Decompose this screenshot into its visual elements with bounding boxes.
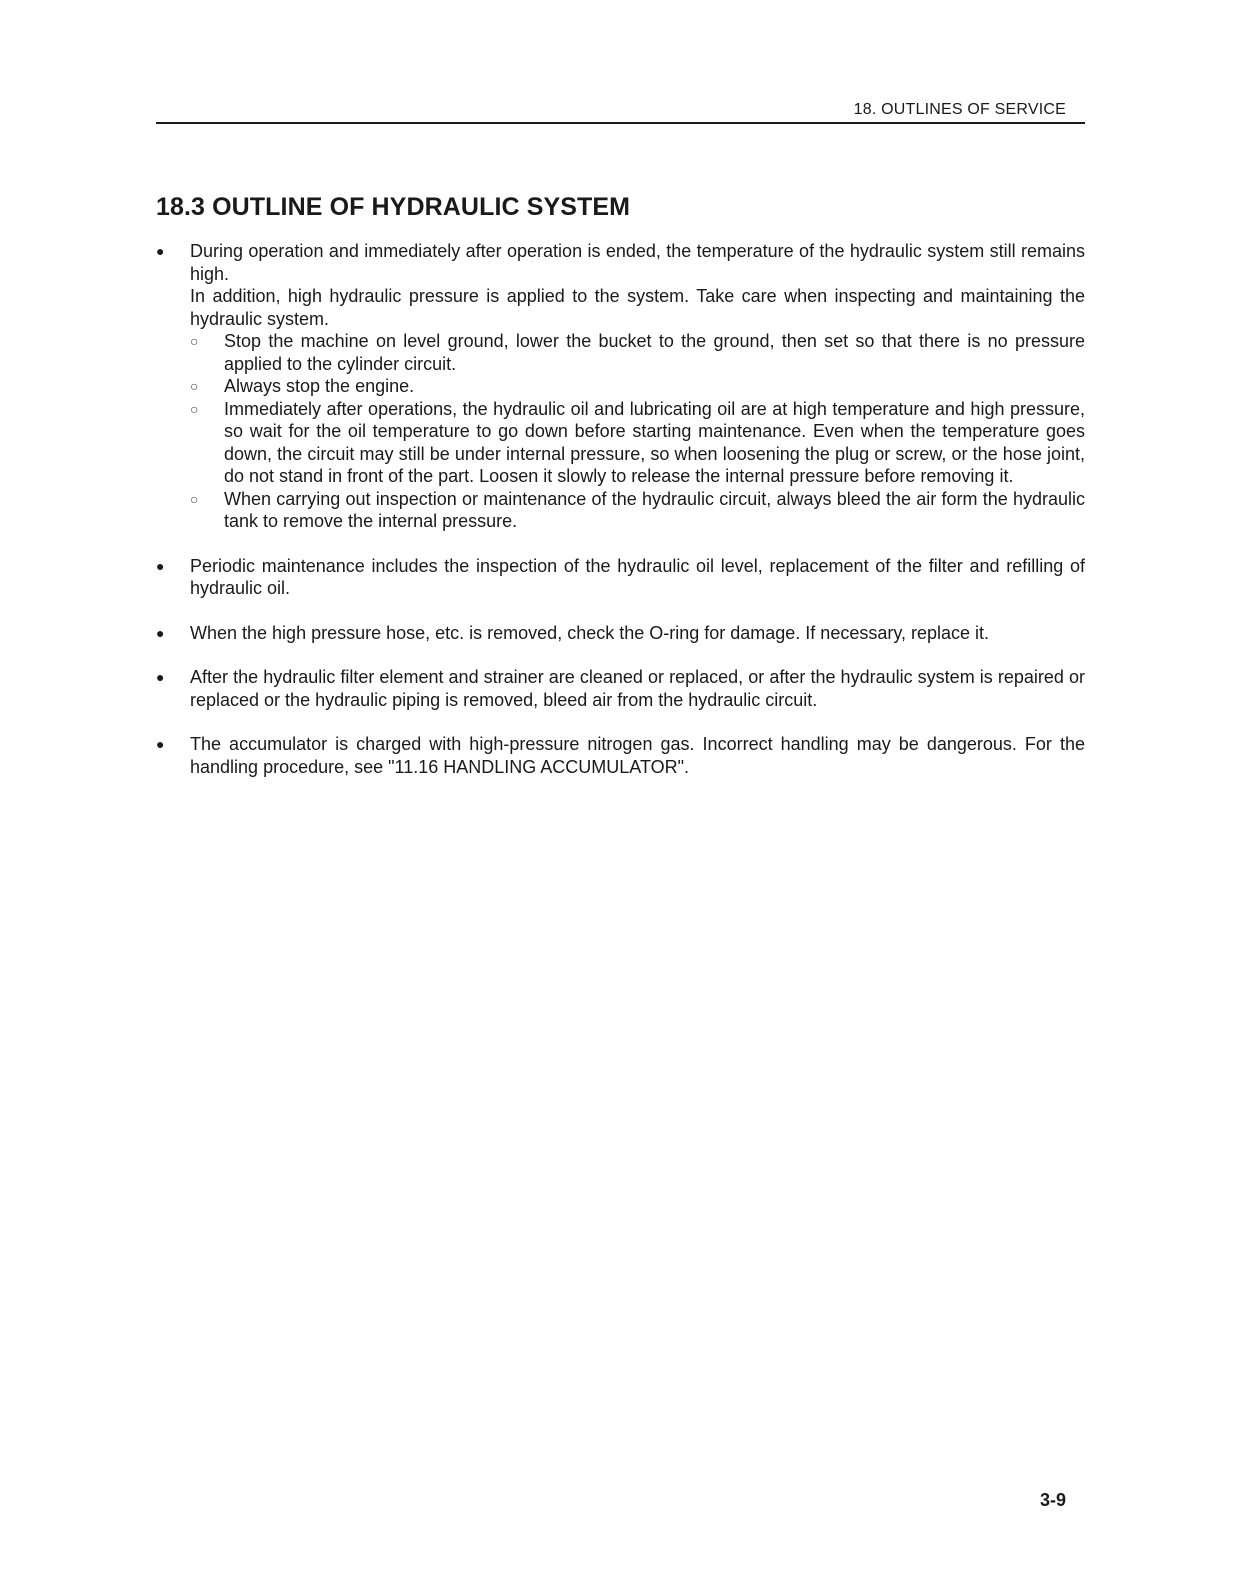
bullet-paragraph: The accumulator is charged with high-pressure nitrogen gas. Incorrect handling may be dangerous. For the handling procedure, see "11.16 HANDLING ACCUMULATOR". <box>190 734 1085 777</box>
sub-bullet-item <box>190 488 1085 533</box>
bullet-icon: ● <box>156 243 165 259</box>
bullet-item <box>156 555 1085 600</box>
sub-bullet-text: Stop the machine on level ground, lower the bucket to the ground, then set so that there is no pressure applied to the cylinder circuit. <box>224 331 1085 374</box>
sub-bullet-text: Always stop the engine. <box>224 376 415 396</box>
bullet-paragraph: During operation and immediately after operation is ended, the temperature of the hydraulic system still remains high. <box>190 241 1085 284</box>
bullet-item <box>156 240 1085 533</box>
bullet-paragraph: After the hydraulic filter element and strainer are cleaned or replaced, or after the hydraulic system is repaired or replaced or the hydraulic piping is removed, bleed air from the hydraulic circuit. <box>190 667 1085 710</box>
running-header: 18. OUTLINES OF SERVICE <box>853 101 1066 118</box>
bullet-item <box>156 622 1085 645</box>
bullet-icon: ● <box>156 557 165 574</box>
sub-bullet-item <box>190 375 1085 398</box>
sub-bullet-item <box>190 330 1085 375</box>
bullet-item <box>156 733 1085 778</box>
bullet-paragraph: In addition, high hydraulic pressure is applied to the system. Take care when inspecting and maintaining the hydraulic system. <box>190 286 1085 329</box>
bullet-icon: ● <box>156 736 165 752</box>
sub-bullet-item <box>190 398 1085 488</box>
circle-bullet-icon: ○ <box>190 333 199 349</box>
page-number: 3-9 <box>1039 1490 1066 1510</box>
bullet-icon: ● <box>156 624 165 641</box>
bullet-item <box>156 666 1085 711</box>
bullet-paragraph: Periodic maintenance includes the inspection of the hydraulic oil level, replacement of the filter and refilling of hydraulic oil. <box>190 555 1085 598</box>
bullet-icon: ● <box>156 669 165 685</box>
sub-bullet-text: When carrying out inspection or maintenance of the hydraulic circuit, always bleed the air form the hydraulic tank to remove the internal pressure. <box>224 488 1085 531</box>
bullet-paragraph: When the high pressure hose, etc. is removed, check the O-ring for damage. If necessary, replace it. <box>190 622 990 643</box>
header-divider <box>156 122 1085 124</box>
circle-bullet-icon: ○ <box>190 378 199 394</box>
bullet-list <box>156 240 1085 800</box>
sub-bullet-list <box>190 330 1085 533</box>
circle-bullet-icon: ○ <box>190 400 199 417</box>
circle-bullet-icon: ○ <box>190 490 199 507</box>
section-title: 18.3 OUTLINE OF HYDRAULIC SYSTEM <box>156 193 631 221</box>
sub-bullet-text: Immediately after operations, the hydraulic oil and lubricating oil are at high temperature and high pressure, so wait for the oil temperature to go down before starting maintenance. Even when the temperature goes down, the circuit may still be under internal pressure, so when loosening the plug or screw, or the hose joint, do not stand in front of the part. Loosen it slowly to release the internal pressure before removing it. <box>224 398 1085 486</box>
